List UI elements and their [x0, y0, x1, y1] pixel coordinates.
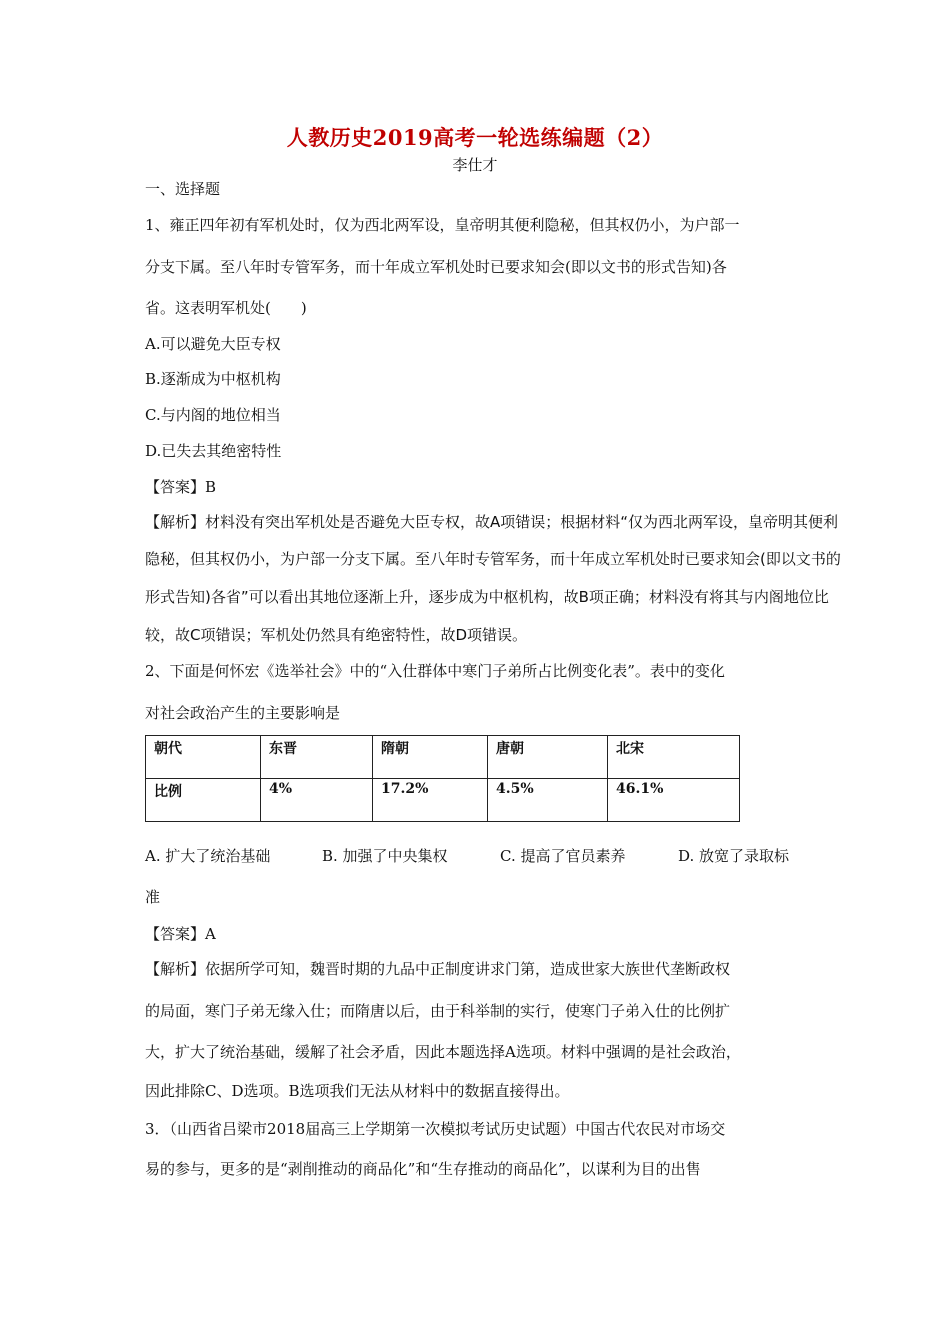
q1-analysis-line: 较，故C项错误；军机处仍然具有绝密特性，故D项错误。: [145, 626, 528, 644]
doc-title: 人教历史2019高考一轮选练编题（2）: [286, 125, 664, 150]
q1-stem-line: 省。这表明军机处( ): [145, 299, 307, 317]
q1-stem-line: 1、雍正四年初有军机处时，仅为西北两军设，皇帝明其便利隐秘，但其权仍小，为户部一: [145, 216, 740, 234]
q2-option-d: D. 放宽了录取标: [678, 847, 790, 865]
table-cell: 东晋: [261, 736, 373, 779]
q3-stem-line: 3．（山西省吕梁市2018届高三上学期第一次模拟考试历史试题）中国古代农民对市场交: [145, 1120, 726, 1138]
table-cell: 46.1%: [608, 779, 740, 822]
table-cell: 4%: [261, 779, 373, 822]
q1-option-b: B.逐渐成为中枢机构: [145, 370, 281, 388]
ratio-table: [145, 735, 740, 822]
table-cell: 比例: [146, 779, 261, 822]
q2-analysis-line: 因此排除C、D选项。B选项我们无法从材料中的数据直接得出。: [145, 1082, 570, 1100]
table-cell: 朝代: [146, 736, 261, 779]
doc-author: 李仕才: [452, 156, 498, 174]
q1-option-c: C.与内阁的地位相当: [145, 406, 281, 424]
table-cell: 隋朝: [373, 736, 488, 779]
q2-option-d-wrap: 准: [145, 888, 161, 906]
q1-option-a: A.可以避免大臣专权: [145, 335, 281, 353]
q1-analysis-line: 形式告知)各省”可以看出其地位逐渐上升，逐步成为中枢机构，故B项正确；材料没有将其与内阁地位比: [145, 588, 829, 606]
q3-stem-line: 易的参与，更多的是“剥削推动的商品化”和“生存推动的商品化”，以谋利为目的出售: [145, 1160, 701, 1178]
q1-analysis-line: 【解析】材料没有突出军机处是否避免大臣专权，故A项错误；根据材料“仅为西北两军设，皇帝明其便利: [145, 513, 839, 531]
q2-option-a: A. 扩大了统治基础: [145, 847, 271, 865]
table-header-row: [146, 736, 740, 779]
q2-stem-line: 2、下面是何怀宏《选举社会》中的“入仕群体中寒门子弟所占比例变化表”。表中的变化: [145, 662, 725, 680]
table-cell: 17.2%: [373, 779, 488, 822]
q2-option-b: B. 加强了中央集权: [322, 847, 448, 865]
q2-stem-line: 对社会政治产生的主要影响是: [145, 704, 341, 722]
q1-analysis-line: 隐秘，但其权仍小，为户部一分支下属。至八年时专管军务，而十年成立军机处时已要求知会(即以文书的: [145, 550, 841, 568]
q2-analysis-line: 的局面，寒门子弟无缘入仕；而隋唐以后，由于科举制的实行，使寒门子弟入仕的比例扩: [145, 1002, 731, 1020]
q1-stem-line: 分支下属。至八年时专管军务，而十年成立军机处时已要求知会(即以文书的形式告知)各: [145, 258, 727, 276]
q2-analysis-line: 大，扩大了统治基础，缓解了社会矛盾，因此本题选择A选项。材料中强调的是社会政治，: [145, 1043, 741, 1061]
q2-option-c: C. 提高了官员素养: [500, 847, 626, 865]
table-row: [146, 779, 740, 822]
q1-answer: 【答案】B: [145, 478, 217, 496]
section-heading: 一、选择题: [145, 180, 221, 198]
table-cell: 唐朝: [488, 736, 608, 779]
q1-option-d: D.已失去其绝密特性: [145, 442, 282, 460]
q2-analysis-line: 【解析】依据所学可知，魏晋时期的九品中正制度讲求门第，造成世家大族世代垄断政权: [145, 960, 731, 978]
table-cell: 4.5%: [488, 779, 608, 822]
table-cell: 北宋: [608, 736, 740, 779]
q2-answer: 【答案】A: [145, 925, 216, 943]
